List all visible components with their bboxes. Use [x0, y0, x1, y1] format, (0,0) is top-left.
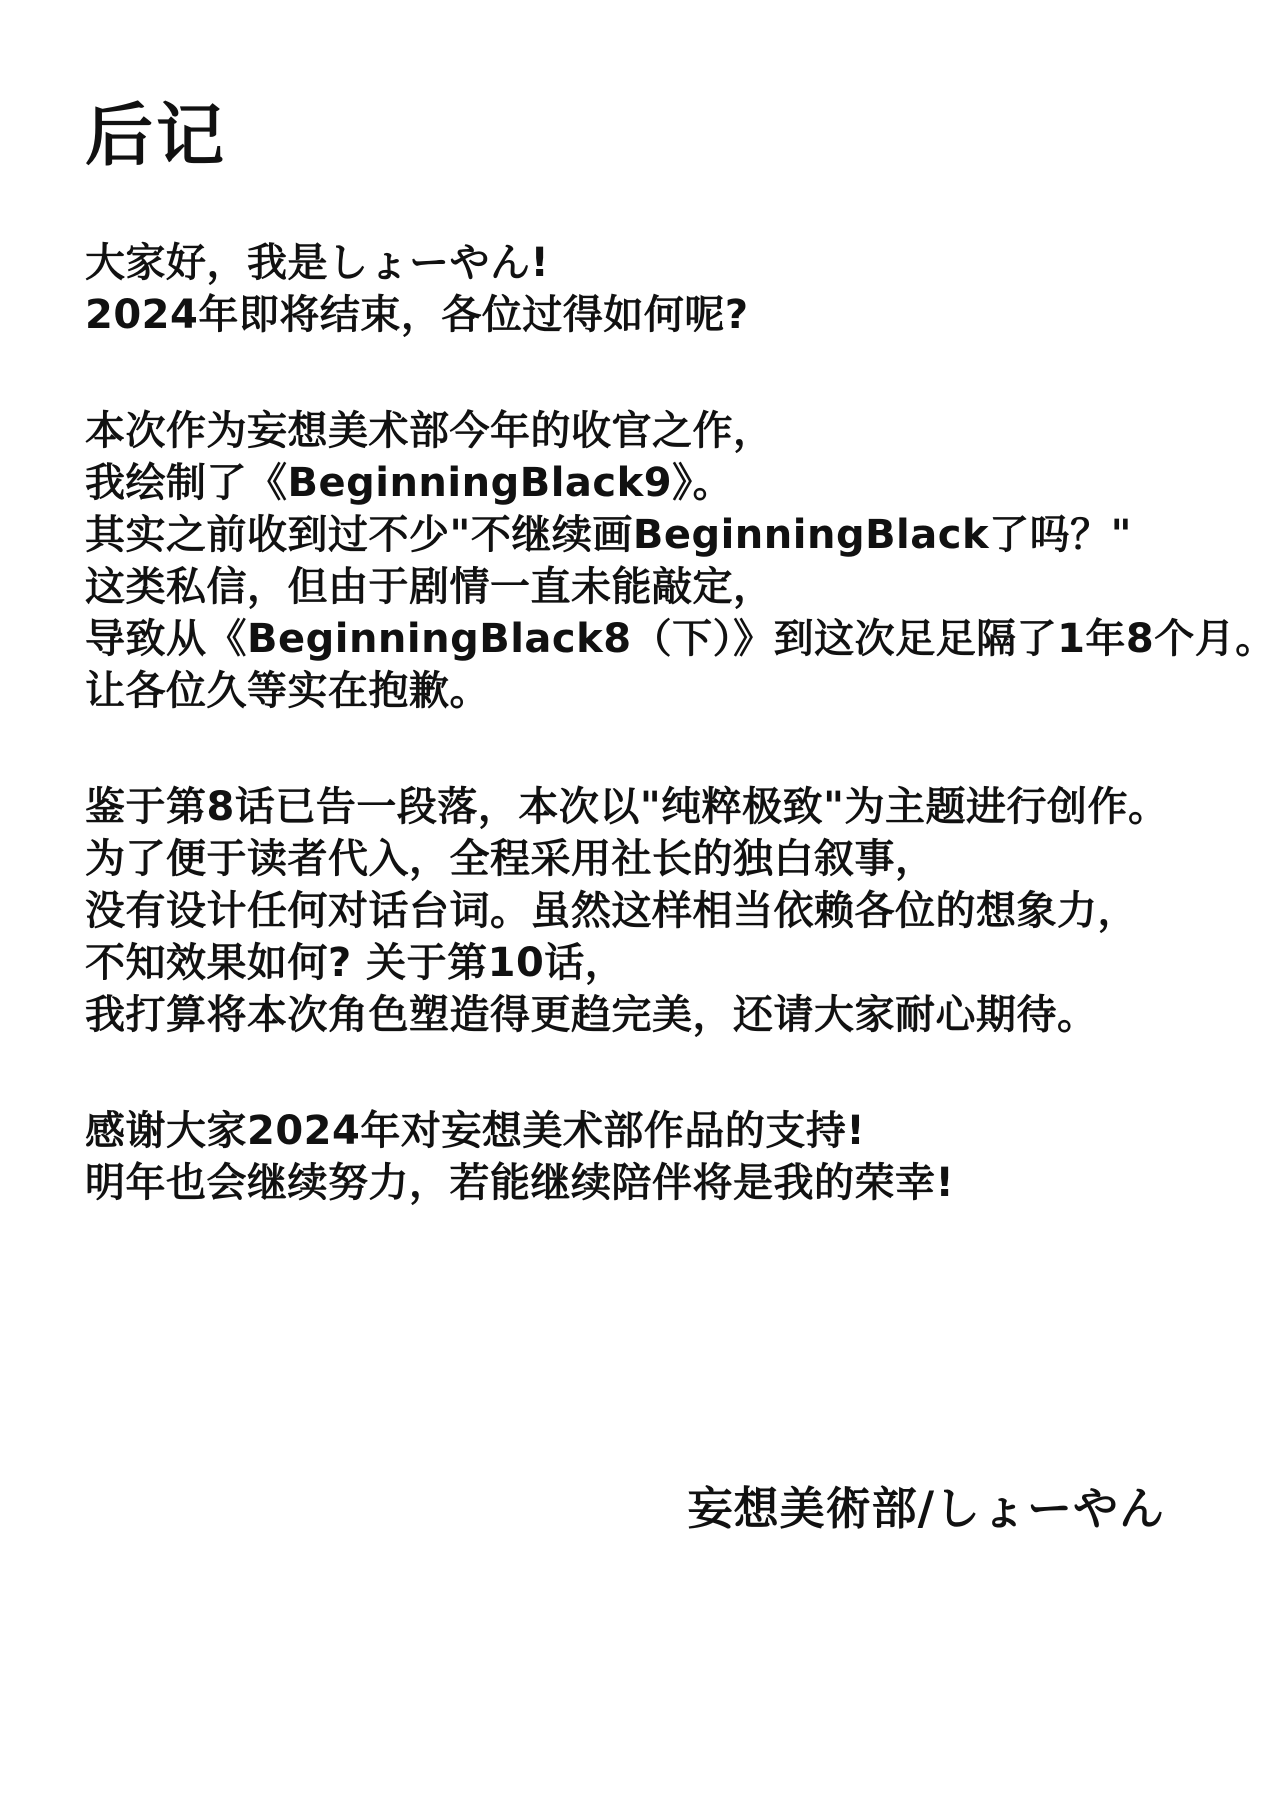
text-line: 为了便于读者代入，全程采用社长的独白叙事，: [85, 835, 936, 882]
page-title: 后记: [85, 97, 228, 176]
text-line: 大家好，我是しょーやん!: [85, 239, 550, 286]
text-line: 其实之前收到过不少"不继续画BeginningBlack了吗？": [85, 511, 1132, 558]
text-line: 让各位久等实在抱歉。: [85, 667, 490, 714]
text-line: 不知效果如何? 关于第10话，: [85, 939, 626, 986]
text-line: 感谢大家2024年对妄想美术部作品的支持!: [85, 1107, 866, 1154]
text-line: 明年也会继续努力，若能继续陪伴将是我的荣幸!: [85, 1159, 955, 1206]
text-line: 导致从《BeginningBlack8（下）》到这次足足隔了1年8个月。: [85, 615, 1276, 662]
paragraph-work-intro: [85, 405, 1276, 717]
paragraph-thanks: [85, 1105, 1230, 1209]
afterword-content: [85, 97, 1276, 1273]
author-signature: 妄想美術部/しょーやん: [687, 1482, 1165, 1535]
text-line: 2024年即将结束，各位过得如何呢?: [85, 291, 749, 338]
text-line: 我打算将本次角色塑造得更趋完美，还请大家耐心期待。: [85, 991, 1098, 1038]
paragraph-greeting: [85, 237, 1230, 341]
text-line: 我绘制了《BeginningBlack9》。: [85, 459, 734, 506]
text-line: 鉴于第8话已告一段落，本次以"纯粹极致"为主题进行创作。: [85, 783, 1169, 830]
text-line: 这类私信，但由于剧情一直未能敲定，: [85, 563, 774, 610]
text-line: 本次作为妄想美术部今年的收官之作，: [85, 407, 774, 454]
text-line: 没有设计任何对话台词。虽然这样相当依赖各位的想象力，: [85, 887, 1138, 934]
paragraph-theme: [85, 781, 1230, 1041]
